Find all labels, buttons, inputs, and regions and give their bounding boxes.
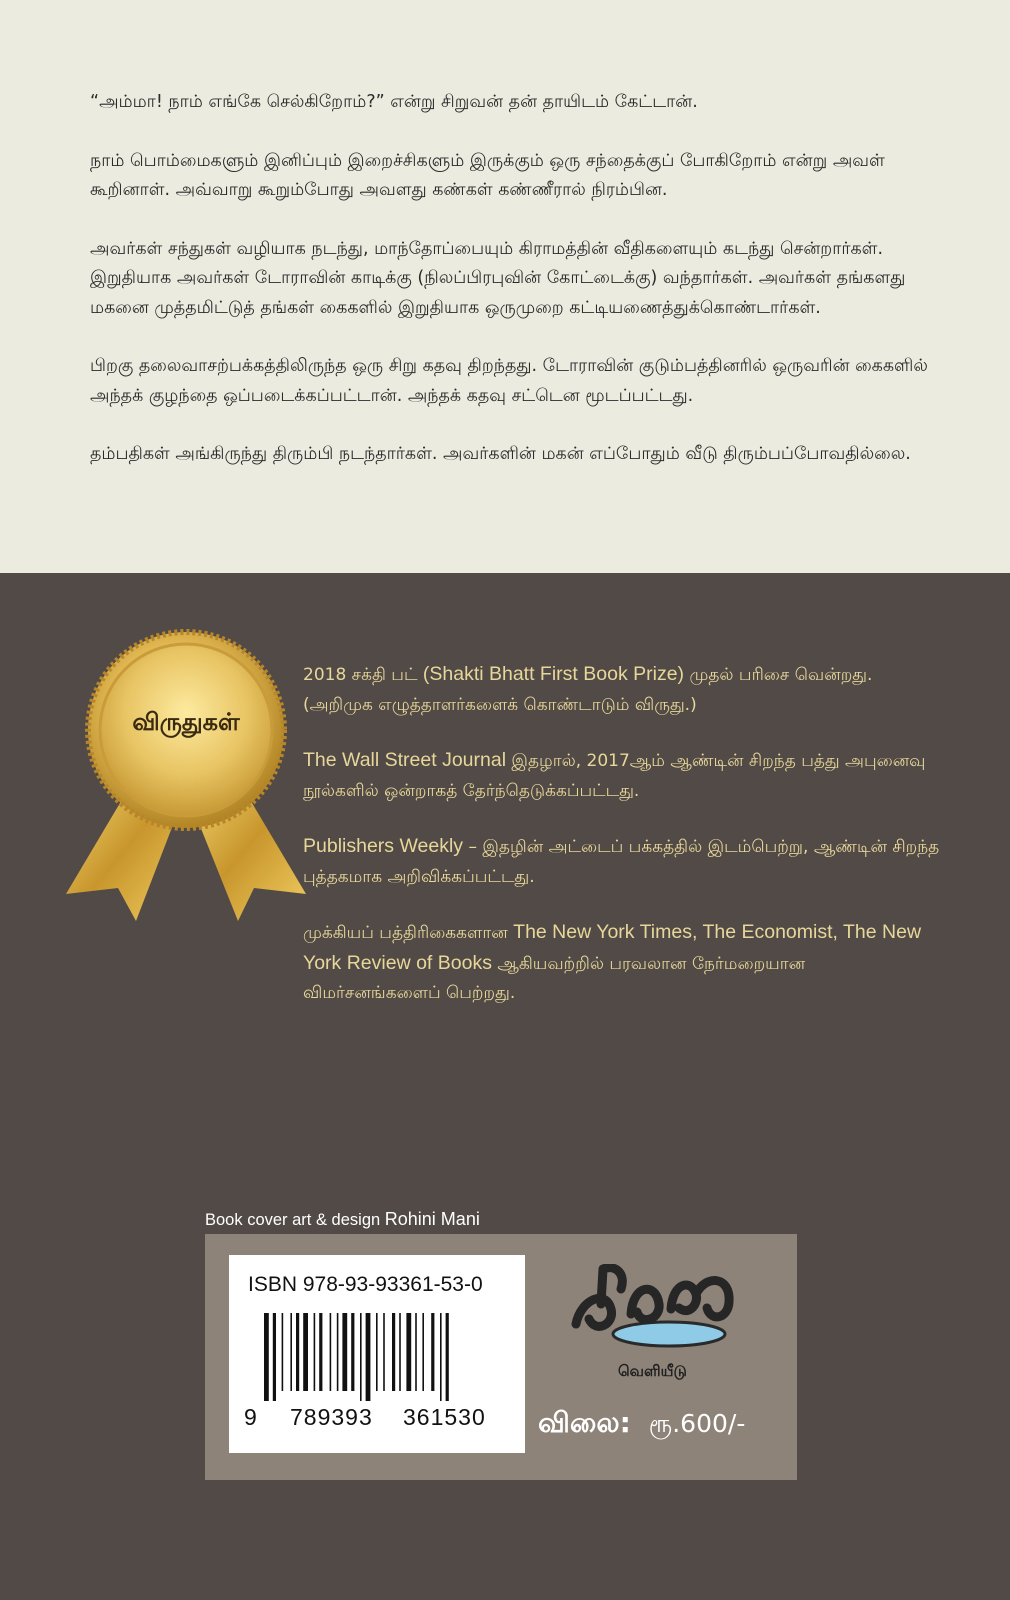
barcode-bar xyxy=(273,1313,276,1401)
price-value: ரூ.600/- xyxy=(648,1409,746,1438)
barcode-bar xyxy=(282,1313,284,1391)
award-name: The Wall Street Journal xyxy=(303,749,507,771)
barcode-bar xyxy=(342,1313,347,1391)
barcode-bar xyxy=(383,1313,385,1391)
barcode-bar xyxy=(314,1313,316,1391)
barcode-digit: 789393 xyxy=(290,1404,373,1430)
barcode-digit: 361530 xyxy=(403,1404,486,1430)
barcode-bar xyxy=(422,1313,424,1391)
story-paragraph: தம்பதிகள் அங்கிருந்து திரும்பி நடந்தார்கள். அவர்களின் மகன் எப்போதும் வீடு திரும்பப்போவதில்லை. xyxy=(90,444,911,464)
barcode-bar xyxy=(406,1313,411,1391)
price-label: விலை: xyxy=(538,1406,631,1439)
barcode-bar xyxy=(366,1313,371,1401)
credit-name: Rohini Mani xyxy=(384,1209,480,1229)
barcode-bar xyxy=(319,1313,322,1391)
award-item xyxy=(303,660,943,720)
barcode-price-panel xyxy=(205,1234,797,1480)
barcode-bar xyxy=(264,1313,269,1401)
barcode-bar xyxy=(376,1313,378,1391)
barcode-bar xyxy=(290,1313,292,1391)
award-text: இதழால், 2017ஆம் ஆண்டின் சிறந்த பத்து அபுனைவு நூல்களில் ஒன்றாகத் தேர்ந்தெடுக்கப்பட்டது. xyxy=(303,751,926,801)
award-text: – இதழின் அட்டைப் பக்கத்தில் இடம்பெற்று, ஆண்டின் சிறந்த புத்தகமாக அறிவிக்கப்பட்டது. xyxy=(303,837,940,887)
credit-label: Book cover art & design xyxy=(205,1211,381,1229)
award-name: (Shakti Bhatt First Book Prize) xyxy=(422,663,685,685)
awards-list xyxy=(303,660,943,1035)
barcode-bar xyxy=(296,1313,299,1391)
award-name: The New York Times, The Economist, The New York Review of Books xyxy=(303,921,922,974)
barcode-bar xyxy=(440,1313,442,1401)
barcode-digit: 9 xyxy=(244,1404,257,1430)
publisher-logo-icon xyxy=(571,1264,741,1364)
medal-label: விருதுகள் xyxy=(132,707,240,736)
award-text: முதல் பரிசை வென்றது. (அறிமுக எழுத்தாளர்களைக் கொண்டாடும் விருது.) xyxy=(303,665,873,715)
barcode-bar xyxy=(415,1313,417,1391)
barcode-bar xyxy=(392,1313,395,1391)
story-paragraph: அவர்கள் சந்துகள் வழியாக நடந்து, மாந்தோப்பையும் கிராமத்தின் வீதிகளையும் கடந்து சென்றார்கள். இறுதியாக அவர்கள் டோராவின் காடிக்கு (நிலப்பிரபுவின் கோட்டைக்கு) வந்தார்கள். அவர்கள் தங்களது மகனை முத்தமிட்டுத் தங்கள் கைகளில் இறுதியாக ஒருமுறை கட்டியணைத்துக்கொண்டார்கள். xyxy=(90,238,906,318)
barcode-box xyxy=(229,1255,525,1453)
award-item xyxy=(303,918,943,1009)
award-text: முக்கியப் பத்திரிகைகளான xyxy=(303,923,514,943)
barcode-bar xyxy=(360,1313,362,1401)
award-text: 2018 சக்தி பட் xyxy=(303,665,423,685)
story-paragraph: “அம்மா! நாம் எங்கே செல்கிறோம்?” என்று சிறுவன் தன் தாயிடம் கேட்டான். xyxy=(90,92,698,112)
story-paragraph: நாம் பொம்மைகளும் இனிப்பும் இறைச்சிகளும் இருக்கும் ஒரு சந்தைக்குப் போகிறோம் என்று அவள் கூறினாள். அவ்வாறு கூறும்போது அவளது கண்கள் கண்ணீரால் நிரம்பின. xyxy=(90,150,885,200)
award-name: Publishers Weekly xyxy=(303,835,464,857)
barcode-bar xyxy=(399,1313,401,1391)
barcode-bar xyxy=(330,1313,332,1391)
story-paragraph: பிறகு தலைவாசற்பக்கத்திலிருந்த ஒரு சிறு கதவு திறந்தது. டோராவின் குடும்பத்தினரில் ஒருவரின் கைகளில் அந்தக் குழந்தை ஒப்படைக்கப்பட்டான். அந்தக் கதவு சட்டென மூடப்பட்டது. xyxy=(90,356,928,406)
barcode-bar xyxy=(337,1313,339,1391)
award-text: ஆகியவற்றில் பரவலான நேர்மறையான விமர்சனங்களைப் பெற்றது. xyxy=(303,953,806,1003)
cover-credit xyxy=(205,1209,480,1230)
award-item xyxy=(303,832,943,892)
price xyxy=(538,1406,745,1443)
barcode xyxy=(264,1313,494,1401)
isbn-text: ISBN 978-93-93361-53-0 xyxy=(248,1273,483,1296)
blurb-section xyxy=(0,0,1010,573)
barcode-bar xyxy=(303,1313,308,1391)
barcode-bar xyxy=(351,1313,354,1391)
award-item xyxy=(303,746,943,806)
barcode-bar xyxy=(431,1313,434,1391)
story-excerpt xyxy=(90,88,950,499)
award-medal-icon xyxy=(66,626,306,926)
publisher-subtitle: வெளியீடு xyxy=(618,1362,687,1380)
barcode-bar xyxy=(446,1313,449,1401)
